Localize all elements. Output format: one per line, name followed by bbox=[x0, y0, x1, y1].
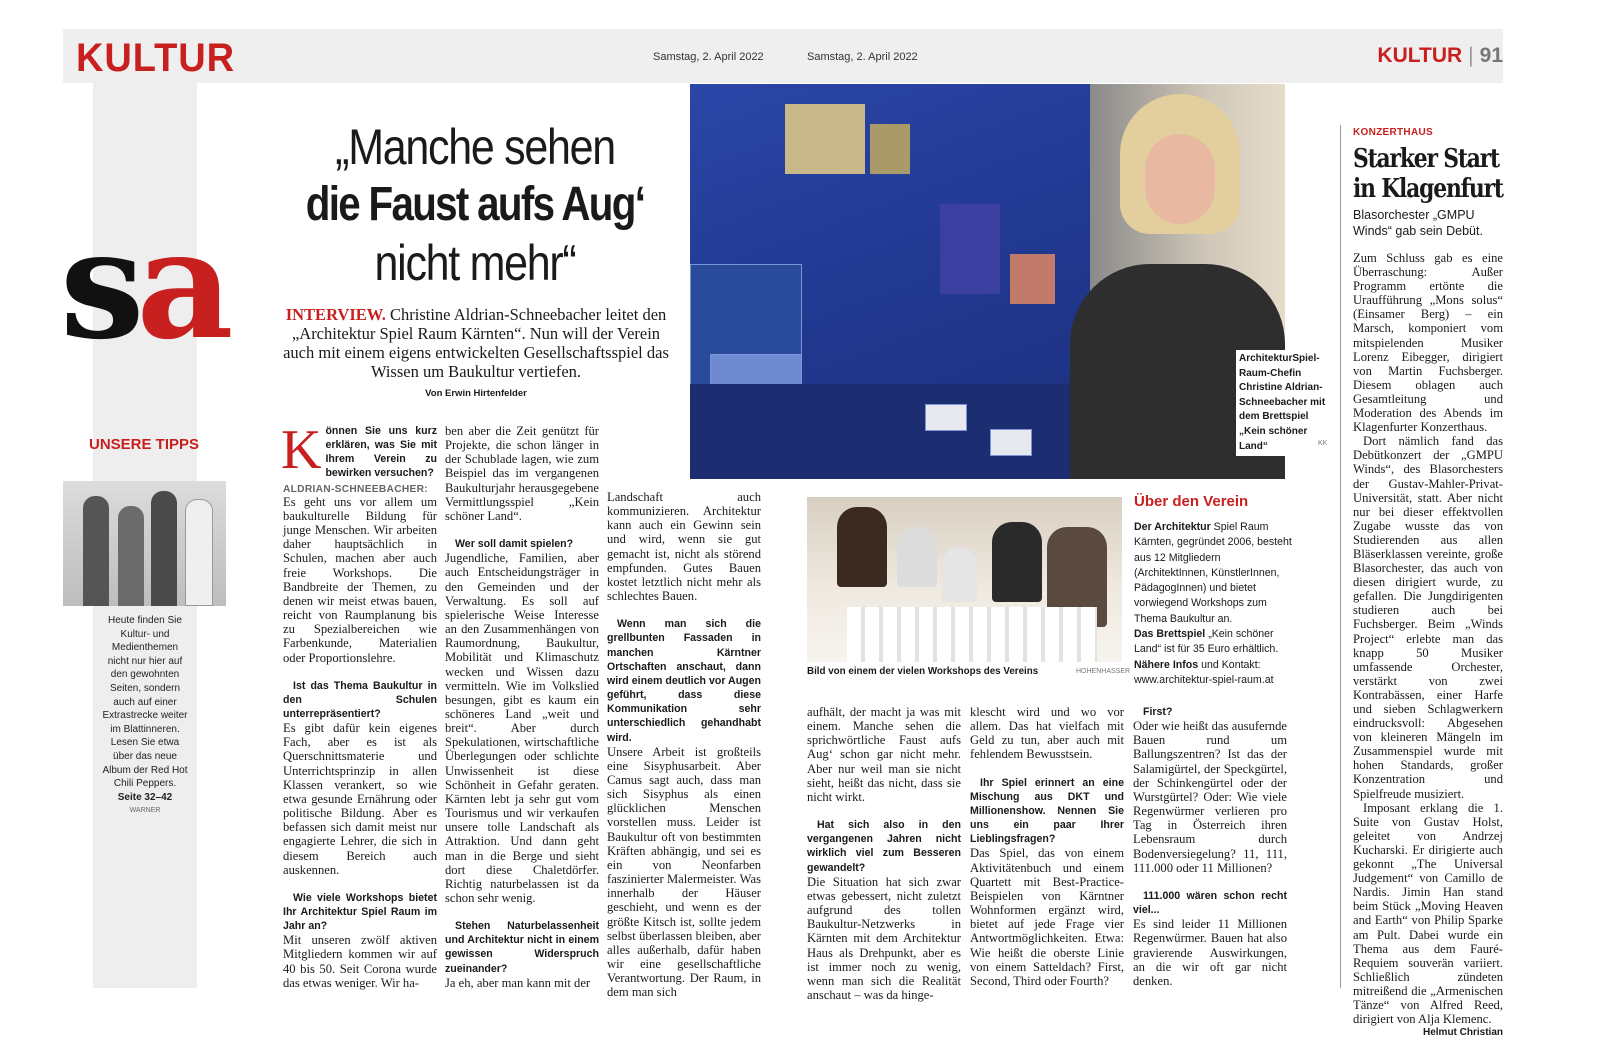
page-number: 91 bbox=[1479, 44, 1503, 67]
answer-paragraph: aufhält, der macht ja was mit einem. Manche sehen die sprichwörtliche Faust aufs Aug‘ schon gar nicht mehr. Aber nur weil man sie nicht sieht, heißt das nicht, dass sie nicht wirkt. bbox=[807, 705, 961, 804]
speaker-label: ALDRIAN-SCHNEEBACHER: bbox=[283, 483, 428, 495]
question: Ihr Spiel erinnert an eine Mischung aus DKT und Millionenshow. Nennen Sie uns ein paar Ihrer Lieblingsfragen? bbox=[970, 776, 1124, 846]
tipps-pages: Seite 32–42 bbox=[117, 791, 173, 803]
article-column-6 bbox=[1133, 705, 1287, 988]
side-article-subtitle: Blasorchester „GMPU Winds“ gab sein Debüt. bbox=[1353, 208, 1483, 238]
date-left: Samstag, 2. April 2022 bbox=[653, 51, 764, 63]
article-column-3 bbox=[607, 490, 761, 999]
question: Hat sich also in den vergangenen Jahren nicht wirklich viel zum Besseren gewandelt? bbox=[807, 819, 961, 874]
photo-caption: ArchitekturSpiel-Raum-Chefin Christine Aldrian-Schneebacher mit dem Brettspiel „Kein schöner Land“ bbox=[1236, 350, 1334, 456]
article-column-1: K önnen Sie uns kurz erklären, was Sie mit Ihrem Verein zu bewirken versuchen? ALDRIAN-SCHNEEBACHER: Es geht uns vor allem um baukulturelle Bildung für junge Menschen. Wir arbeiten daher hauptsächlich in Schulen, machen aber auch freie Workshops. Die Bandbreite der Themen, zu denen wir meist etwas bauen, reicht von Raumplanung bis zu Spezialbereichen wie Farbenkunde, Materialien oder Proportionslehre. Ist das Thema Baukultur in den Schulen unterrepräsentiert? Es gibt dafür kein eigenes Fach, aber es ist als Querschnittsmaterie und Unterrichtsprinzip in allen Klassen verankert, so wie etwa gesunde Ernährung oder politische Bildung. Aber es befassen sich damit meist nur engagierte Lehrer, die sich in diesem Bereich auch auskennen. Wie viele Workshops bietet Ihr Architektur Spiel Raum im Jahr an? Mit unseren zwölf aktiven Mitgliedern kommen wir auf 40 bis 50. Seit Corona wurde das etwas weniger. Wir ha- bbox=[281, 419, 437, 990]
tipps-title: UNSERE TIPPS bbox=[88, 436, 200, 453]
workshop-photo bbox=[807, 497, 1122, 662]
answer-paragraph: Es sind leider 11 Millionen Regenwürmer. Bauen hat also gravierende Auswirkungen, an die wir oft gar nicht denken. bbox=[1133, 917, 1287, 988]
article-column-5 bbox=[970, 705, 1124, 988]
answer-paragraph: Oder wie heißt das ausufernde Bauen rund um Ballungszentren? Ist das der Salamigürtel, der Speckgürtel, der Schinkengürtel oder der Wurstgürtel? Oder: Wie viele Regenwürmer verlieren pro Tag in Österreich ihren Lebensraum durch Bodenversiegelung? 11, 111, 111.000 oder 11 Millionen? bbox=[1133, 719, 1287, 875]
infobox-title: Über den Verein bbox=[1134, 493, 1249, 510]
question: Wenn man sich die grellbunten Fassaden in manchen Kärntner Ortschaften anschaut, dann wird einem deutlich vor Augen geführt, dass diese Kommunikation sehr unterschiedlich gehandhabt wird. bbox=[607, 618, 761, 744]
infobox-text: Der Architektur Spiel Raum Kärnten, gegründet 2006, besteht aus 12 Mitgliedern (ArchitektInnen, KünstlerInnen, PädagogInnen) und bietet vorwiegend Workshops zum Thema Baukultur an. Das Brettspiel „Kein schöner Land“ ist für 35 Euro erhältlich. Nähere Infos und Kontakt: www.architektur-spiel-raum.at bbox=[1134, 521, 1292, 686]
question: önnen Sie uns kurz erklären, was Sie mit Ihrem Verein zu bewirken versuchen? bbox=[325, 425, 437, 480]
side-article-kicker: KONZERTHAUS bbox=[1353, 127, 1433, 138]
main-photo bbox=[690, 84, 1285, 479]
drop-cap: K bbox=[281, 419, 322, 481]
side-article-paragraph: Imposant erklang die 1. Suite von Gustav Holst, geleitet von Andrzej Kucharski. Er dirigierte auch gekonnt „The Universal Judgement“ von Camillo de Nardis. Jimin Han stand beim Stück „Moving Heaven and Earth“ von Philip Sparke am Pult. Dabei wurde ein Thema aus dem Fauré-Requiem souverän variiert. Schließlich zündeten mitreißend die „Armenischen Tänze“ von Alfred Reed, dirigiert von Alja Klemenc. bbox=[1353, 800, 1503, 1027]
article-column-4 bbox=[807, 705, 961, 1002]
column-divider bbox=[1340, 125, 1341, 988]
headline: „Manche sehen die Faust aufs Aug‘ nicht mehr“ bbox=[305, 119, 645, 291]
answer-paragraph: Landschaft auch kommunizieren. Architektur kann auch ein Gewinn sein und wird, wenn sie gut gemacht ist, nicht als störend empfunden. Gutes Bauen kostet letztlich nicht mehr als schlechtes Bauen. bbox=[607, 490, 761, 604]
question: Wer soll damit spielen? bbox=[455, 538, 574, 551]
answer-paragraph: Es gibt dafür kein eigenes Fach, aber es ist als Querschnittsmaterie und Unterrichtsprinzip in allen Klassen verankert, so wie etwa gesunde Ernährung oder politische Bildung. Aber es befassen sich damit meist nur engagierte Lehrer, die sich in diesem Bereich auch auskennen. bbox=[283, 721, 437, 877]
photo-credit-kk: KK bbox=[1318, 440, 1328, 447]
answer-paragraph: Das Spiel, das von einem Aktivitätenbuch und einem Quartett mit Best-Practice-Beispielen von Kärntner Wohnformen ergänzt wird, bietet auf jede Frage vier Antwortmöglichkeiten. Etwa: Wie heißt die oberste Linie von einem Satteldach? First, Second, Third oder Fourth? bbox=[970, 846, 1124, 988]
section-title: KULTUR bbox=[76, 36, 236, 80]
question: Wie viele Workshops bietet Ihr Architektur Spiel Raum im Jahr an? bbox=[283, 891, 437, 933]
band-photo bbox=[63, 481, 226, 606]
question: 111.000 wären schon recht viel... bbox=[1133, 889, 1287, 917]
section-title-right: KULTUR bbox=[1377, 44, 1463, 67]
answer-paragraph: Unsere Arbeit ist großteils eine Sisyphusarbeit. Aber Camus sagt auch, dass man sich Sisyphus als einen glücklichen Menschen vorstellen muss. Leider ist Baukultur oft von bestimmten Kräften abhängig, und sei es ein von Neonfarben faszinierter Malermeister. Was innerhalb der Häuser geschieht, und wenn es der größte Kitsch ist, sollte jedem selbst überlassen bleiben, aber alles außerhalb, dafür haben wir eine gesellschaftliche Verantwortung. Der Raum, in dem man sich bbox=[607, 744, 761, 1000]
tipps-text: Heute finden Sie Kultur- und Medienthemen nicht nur hier auf den gewohnten Seiten, sondern auch auf einer Extrastrecke weiter im Blattinneren. Lesen Sie etwa über das neue Album der Red Hot Chili Peppers. Seite 32–42 WARNER bbox=[100, 614, 190, 818]
sa-logo: sa bbox=[60, 197, 226, 373]
date-right: Samstag, 2. April 2022 bbox=[807, 51, 918, 63]
article-column-2 bbox=[445, 424, 599, 990]
question: Stehen Naturbelassenheit und Architektur nicht in einem gewissen Widerspruch zueinander? bbox=[445, 920, 599, 975]
workshop-photo-caption: Bild von einem der vielen Workshops des Vereins bbox=[807, 666, 1039, 677]
answer-paragraph: klescht wird und wo vor allem. Das hat vielfach mit Geld zu tun, aber auch mit fehlendem Bewusstsein. bbox=[970, 705, 1124, 762]
website-link[interactable]: www.architektur-spiel-raum.at bbox=[1134, 673, 1274, 686]
answer-paragraph: ben aber die Zeit genützt für Projekte, die schon länger in der Schublade lagen, wie zum Beispiel das im vergangenen Baukulturjahr herausgegebene Vermittlungsspiel „Kein schöner Land“. bbox=[445, 424, 599, 523]
workshop-photo-credit: HOHENHASSER bbox=[1076, 668, 1131, 675]
header-band bbox=[63, 29, 1503, 83]
side-article-author: Helmut Christian bbox=[1422, 1027, 1503, 1039]
lead-paragraph: INTERVIEW. Christine Aldrian-Schneebacher leitet den „Architektur Spiel Raum Kärnten“. Nun will der Verein auch mit einem eigens entwickelten Gesellschaftsspiel das Wissen um Baukultur vertiefen. bbox=[283, 305, 669, 381]
photo-credit: WARNER bbox=[129, 807, 161, 815]
side-article-headline: Starker Start in Klagenfurt bbox=[1353, 144, 1503, 204]
question: Ist das Thema Baukultur in den Schulen unterrepräsentiert? bbox=[283, 679, 437, 720]
question: First? bbox=[1143, 706, 1173, 718]
answer-paragraph: Die Situation hat sich zwar etwas gebessert, nicht zuletzt aufgrund des tollen Baukultur-Netzwerks in Kärnten mit dem Architektur Haus als Drehpunkt, aber es ist immer noch zu wenig, wenn man sich die Realität anschaut – was da hinge- bbox=[807, 874, 961, 1002]
side-article-body bbox=[1353, 251, 1503, 1040]
answer-paragraph: Mit unseren zwölf aktiven Mitgliedern kommen wir auf 40 bis 50. Seit Corona wurde das etwas weniger. Wir ha- bbox=[283, 933, 437, 990]
side-article-paragraph: Zum Schluss gab es eine Überraschung: Außer Programm ertönte die Uraufführung „Mons solus“ (Einsamer Berg) – ein Marsch, komponiert vom mitspielenden Musiker Lorenz Eibegger, dirigiert von Martin Fuchsberger. Diesem oblagen auch Gesamtleitung und Moderation des Abends im Klagenfurter Konzerthaus. bbox=[1353, 251, 1503, 435]
answer-paragraph: Jugendliche, Familien, aber auch Entscheidungsträger in den Gemeinden und der Verwaltung. Es soll auf spielerische Weise Interesse an den Zusammenhängen von Raumordnung, Baukultur, Mobilität und Klimaschutz wecken und Wissen dazu vermitteln. Wie im Volkslied besungen, gibt es kaum ein schöneres Land „weit und breit“. Aber durch Spekulationen, wirtschaftliche Überlegungen oder schlichte Unwissenheit ist diese Schönheit in Gefahr geraten. Kärnten lebt ja sehr gut vom Tourismus und wir verkaufen unsere tolle Landschaft als Attraktion. Und dann geht man in die Berge und sieht dort diese Chaletdörfer. Richtig naturbelassen ist da schon sehr wenig. bbox=[445, 551, 599, 905]
byline: Von Erwin Hirtenfelder bbox=[425, 388, 527, 399]
side-article-paragraph: Dort nämlich fand das Debütkonzert der „GMPU Winds“, des Blasorchesters der Gustav-Mahler-Privat-Universität, statt. Aber nicht nur bei dieser effektvollen Zugabe wusste das von Studierenden aus allen Bläserklassen vereinte, große Blasorchester, das auch von diesen dirigiert wurde, zu gefallen. Die Jungdirigenten studieren auch bei Fuchsberger. Beim „Winds Project“ erlebte man das knapp 50 Musiker umfassende Orchester, verstärkt von zwei Kontrabässen, einer Harfe und sieben Schlagwerkern eindrucksvoll: Abgesehen von kleineren Mängeln im Zusammenspiel wurde mit hohen Standards, großer Konzentration und Spielfreude musiziert. bbox=[1353, 434, 1503, 801]
section-page-label: KULTUR | 91 bbox=[1377, 44, 1503, 67]
answer-paragraph: Ja eh, aber man kann mit der bbox=[445, 975, 591, 990]
